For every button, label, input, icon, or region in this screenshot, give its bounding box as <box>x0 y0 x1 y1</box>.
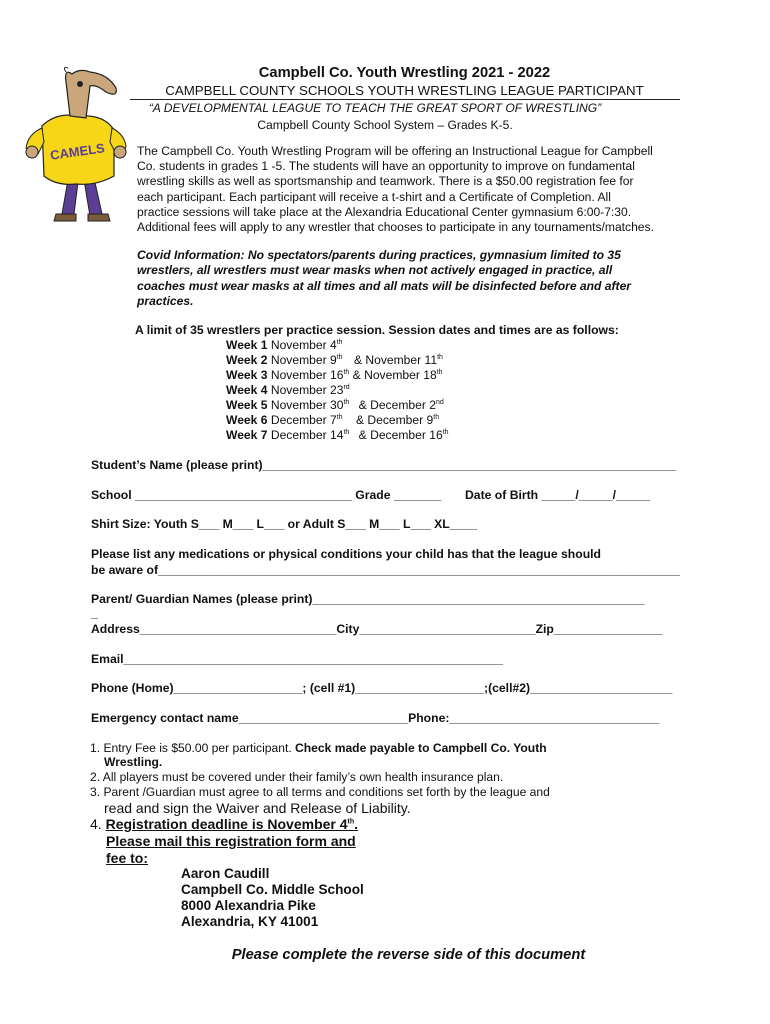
tagline: “A DEVELOPMENTAL LEAGUE TO TEACH THE GREAT SPORT OF WRESTLING” <box>148 101 602 115</box>
week-date: & December 9 <box>355 413 434 427</box>
week-row <box>226 353 443 367</box>
date-of-birth-field[interactable]: Date of Birth _____/_____/_____ <box>465 488 650 502</box>
mascot-sweater-text: CAMELS <box>49 140 106 163</box>
parent-names-field[interactable]: Parent/ Guardian Names (please print)_________________________________________________ <box>91 592 645 606</box>
page-title: Campbell Co. Youth Wrestling 2021 - 2022 <box>258 65 551 81</box>
intro-line: Additional fees will apply to any wrestler that chooses to participate in any tournaments/matches. <box>137 220 654 235</box>
mail-city: Alexandria, KY 41001 <box>181 914 319 929</box>
week-label: Week 3 <box>226 368 268 382</box>
week-date: & November 11 <box>353 353 438 367</box>
mail-instruction-cont: fee to: <box>106 850 148 866</box>
week-date: November 16 <box>270 368 344 382</box>
header-rule <box>130 99 680 100</box>
week-row <box>226 428 449 442</box>
week-date: November 9 <box>270 353 337 367</box>
week-date: & December 16 <box>358 428 443 442</box>
phone-field[interactable]: Phone (Home)___________________; (cell #1)___________________;(cell#2)_____________________ <box>91 681 673 695</box>
week-row <box>226 383 350 397</box>
date-suffix: th <box>437 353 443 361</box>
email-field[interactable]: Email________________________________________________________ <box>91 652 504 666</box>
date-suffix: th <box>336 353 343 361</box>
covid-line: wrestlers, all wrestlers must wear masks when not actively engaged in practice, all <box>137 263 613 278</box>
grade-range: Campbell County School System – Grades K-5. <box>257 118 513 132</box>
address-field[interactable]: Address_____________________________City__________________________Zip________________ <box>91 622 663 636</box>
date-suffix: th <box>433 413 440 421</box>
rule-item-4 <box>90 816 358 832</box>
date-suffix: nd <box>435 398 444 406</box>
rule-item-2: 2. All players must be covered under their family’s own health insurance plan. <box>90 770 504 784</box>
intro-line: practice sessions will take place at the Alexandria Educational Center gymnasium 6:00-7:30. <box>137 204 632 219</box>
intro-line: each participant. Each participant will receive a t-shirt and a Certificate of Completion. All <box>137 189 611 204</box>
week-label: Week 6 <box>226 413 268 427</box>
medications-field[interactable]: be aware of_____________________________________________________________________________ <box>91 563 680 577</box>
parent-names-mark: _ <box>91 606 98 620</box>
week-label: Week 2 <box>226 353 268 367</box>
week-label: Week 5 <box>226 398 268 412</box>
rule-number: 4. <box>90 816 106 832</box>
week-date: November 30 <box>270 398 344 412</box>
rule-item-1 <box>90 741 547 755</box>
mail-street: 8000 Alexandria Pike <box>181 898 316 913</box>
date-suffix: th <box>343 368 350 376</box>
covid-line: practices. <box>137 293 194 308</box>
student-name-field[interactable]: Student’s Name (please print)_____________________________________________________________ <box>91 458 677 472</box>
covid-line: coaches must wear masks at all times and all mats will be disinfected before and after <box>137 278 632 293</box>
week-row <box>226 368 443 382</box>
intro-line: wrestling skills as well as sportsmanship and teamwork. There is a $50.00 registration fee for <box>137 174 634 189</box>
covid-notice <box>137 248 682 309</box>
week-date: & December 2 <box>358 398 436 412</box>
week-label: Week 7 <box>226 428 268 442</box>
covid-line: Covid Information: No spectators/parents during practices, gymnasium limited to 35 <box>137 248 621 262</box>
week-date: November 23 <box>270 383 344 397</box>
rule-text: 1. Entry Fee is $50.00 per participant. <box>90 741 296 755</box>
rule-text-bold: Check made payable to Campbell Co. Youth <box>295 741 547 755</box>
page-subtitle: CAMPBELL COUNTY SCHOOLS YOUTH WRESTLING LEAGUE PARTICIPANT <box>165 83 644 98</box>
emergency-contact-field[interactable]: Emergency contact name_________________________Phone:_______________________________ <box>91 711 660 725</box>
date-suffix: th <box>436 368 443 376</box>
intro-paragraph <box>137 144 682 235</box>
mail-school: Campbell Co. Middle School <box>181 882 364 897</box>
rule-item-3: 3. Parent /Guardian must agree to all terms and conditions set forth by the league and <box>90 785 550 799</box>
date-suffix: th <box>336 413 343 421</box>
week-date: December 7 <box>270 413 337 427</box>
rule-item-1-cont: Wrestling. <box>104 755 163 769</box>
week-row <box>226 398 444 412</box>
deadline-text <box>106 816 358 832</box>
week-row <box>226 413 439 427</box>
schedule-intro: A limit of 35 wrestlers per practice session. Session dates and times are as follows: <box>135 323 619 337</box>
footer-note: Please complete the reverse side of this document <box>231 947 586 963</box>
deadline-period: . <box>354 816 359 832</box>
week-label: Week 4 <box>226 383 268 397</box>
mail-instruction: Please mail this registration form and <box>106 833 356 849</box>
intro-line: The Campbell Co. Youth Wrestling Program will be offering an Instructional League for Campbell <box>137 144 653 158</box>
week-date: November 4 <box>270 338 337 352</box>
date-suffix: th <box>343 428 350 436</box>
date-suffix: th <box>336 338 343 346</box>
intro-line: Co. students in grades 1 -5. The students will have an opportunity to improve on fundamental <box>137 159 635 174</box>
date-suffix: rd <box>343 383 350 391</box>
week-date: December 14 <box>270 428 344 442</box>
deadline-line: Registration deadline is November 4 <box>105 816 348 832</box>
date-suffix: th <box>347 818 355 826</box>
rule-item-3-cont: read and sign the Waiver and Release of Liability. <box>104 800 411 816</box>
school-grade-field[interactable]: School ________________________________ Grade _______ <box>91 488 442 502</box>
medications-label: Please list any medications or physical conditions your child has that the league should <box>91 547 601 561</box>
shirt-size-field[interactable]: Shirt Size: Youth S___ M___ L___ or Adult S___ M___ L___ XL____ <box>91 517 477 531</box>
date-suffix: th <box>442 428 449 436</box>
week-label: Week 1 <box>226 338 268 352</box>
week-date: & November 18 <box>352 368 437 382</box>
week-row <box>226 338 343 352</box>
mail-recipient: Aaron Caudill <box>181 866 270 881</box>
date-suffix: th <box>343 398 350 406</box>
